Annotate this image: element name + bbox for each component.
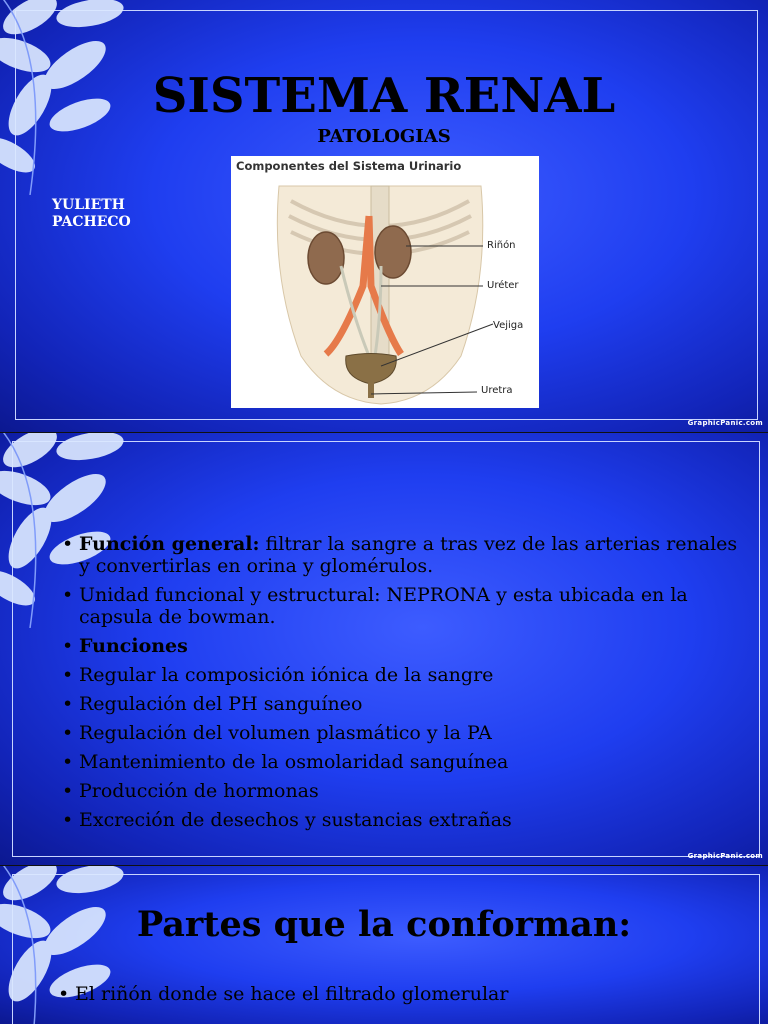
bullet-item	[60, 664, 750, 686]
bullet-bold-text: Función general:	[79, 533, 260, 555]
slide-parts	[0, 866, 768, 1024]
bullet-item	[60, 809, 750, 831]
slide-parts-heading: Partes que la conforman:	[136, 904, 632, 945]
bullet-item	[60, 722, 750, 744]
bullet-text: Regulación del PH sanguíneo	[79, 693, 363, 715]
bullet-text: filtrar la sangre a tras vez de las arterias renales y convertirlas en orina y glomérulos.	[79, 533, 738, 577]
bullet-item	[56, 983, 756, 1005]
bullet-item	[60, 693, 750, 715]
bullet-item	[60, 584, 750, 628]
bullet-item	[60, 780, 750, 802]
bullet-text: Mantenimiento de la osmolaridad sanguínea	[79, 751, 509, 773]
watermark: GraphicPanic.com	[687, 419, 763, 427]
slide-functions	[0, 433, 768, 865]
bullet-text: Regulación del volumen plasmático y la PA	[79, 722, 492, 744]
diagram-title: Componentes del Sistema Urinario	[236, 159, 462, 173]
label-urethra: Uretra	[481, 385, 513, 396]
functions-list	[60, 533, 750, 838]
urinary-system-diagram	[231, 156, 539, 408]
slide-title	[0, 0, 768, 432]
label-bladder: Vejiga	[493, 320, 524, 331]
label-ureter: Uréter	[487, 280, 519, 291]
slide-subtitle: PATOLOGIAS	[317, 126, 451, 147]
bullet-bold-text: Funciones	[79, 635, 188, 657]
bullet-item	[60, 751, 750, 773]
bullet-text: Excreción de desechos y sustancias extrañas	[79, 809, 512, 831]
bullet-text: El riñón donde se hace el filtrado glomerular	[75, 983, 509, 1005]
author-name: YULIETH PACHECO	[52, 197, 131, 230]
bullet-item	[60, 533, 750, 577]
slide-title-heading: SISTEMA RENAL	[152, 68, 616, 124]
label-kidney: Riñón	[487, 240, 516, 251]
bullet-item	[60, 635, 750, 657]
parts-list	[56, 983, 756, 1005]
watermark: GraphicPanic.com	[687, 852, 763, 860]
bullet-text: Producción de hormonas	[79, 780, 319, 802]
bullet-text: Unidad funcional y estructural: NEPRONA y esta ubicada en la capsula de bowman.	[79, 584, 688, 628]
bullet-text: Regular la composición iónica de la sangre	[79, 664, 494, 686]
